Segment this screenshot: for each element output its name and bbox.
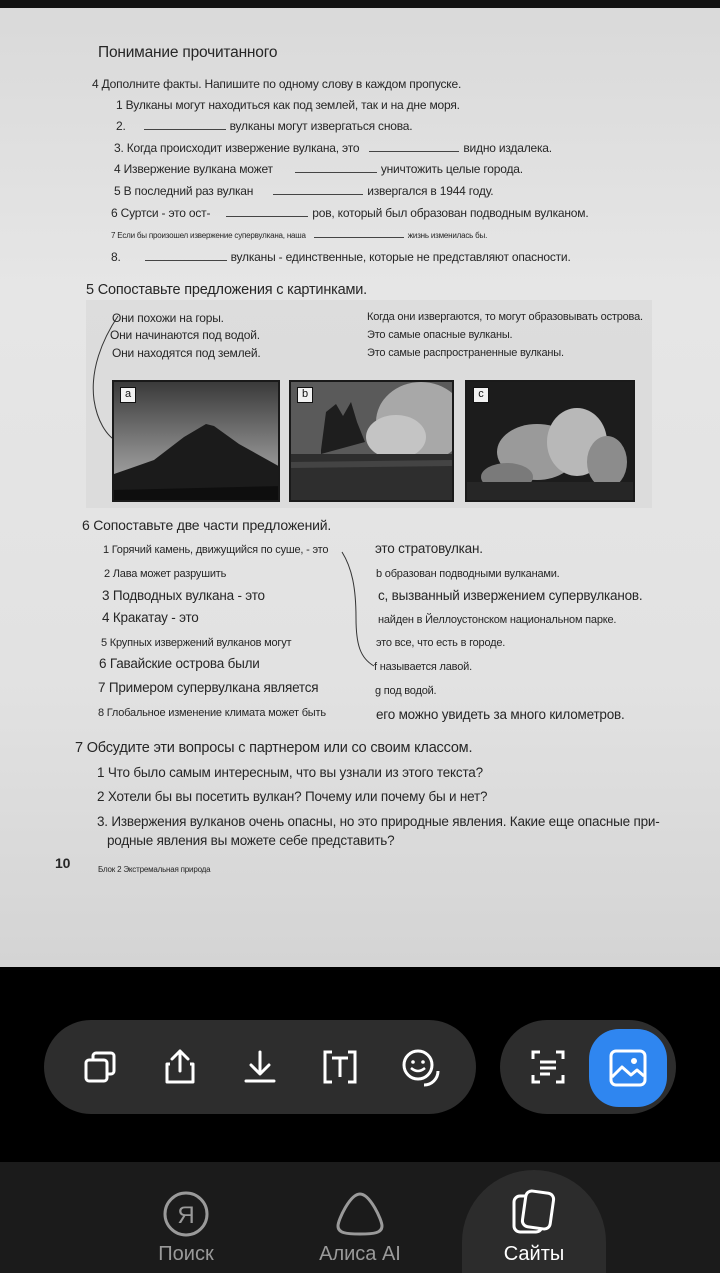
blank-line [295,163,377,173]
ex4-item-6 [111,206,588,220]
blank-line [273,185,363,195]
download-button[interactable] [230,1037,290,1097]
scan-text-icon [528,1047,568,1087]
yandex-logo-icon [162,1190,210,1238]
supervolcano-steam-image [467,382,635,502]
text-recognition-button[interactable] [310,1037,370,1097]
blank-line [226,207,308,217]
ex6-right-f: f называется лавой. [374,661,472,673]
picture-c [465,380,635,502]
ex4-item-3 [114,141,552,155]
blank-line [145,251,227,261]
ex7-question-3: 3. Извержения вулканов очень опасны, но это природные явления. Какие еще опасные при- [97,814,660,829]
ex5-left-2: Они начинаются под водой. [110,328,260,342]
ex4-item-4 [114,162,523,176]
stickers-button[interactable] [390,1037,450,1097]
item-text: вулканы - единственные, которые не представляют опасности. [230,250,571,264]
scan-text-button[interactable] [518,1037,578,1097]
stratovolcano-image [114,382,280,502]
ex6-left-4: 4 Кракатау - это [102,610,199,625]
ex4-item-7 [111,231,487,241]
ex6-right-d: найден в Йеллоустонском национальном парке. [378,614,617,626]
ex5-instruction: 5 Сопоставьте предложения с картинками. [86,282,367,298]
ex4-item-8 [111,250,571,264]
ex7-instruction: 7 Обсудите эти вопросы с партнером или со своим классом. [75,740,473,756]
share-icon [160,1047,200,1087]
image-search-button[interactable] [589,1029,667,1107]
sites-icon [508,1188,560,1240]
nav-alice-label: Алиса AI [319,1243,401,1265]
ex6-left-7: 7 Примером супервулкана является [98,680,319,695]
blank-line [314,231,404,238]
nav-search-label: Поиск [158,1243,214,1265]
ex5-right-2: Это самые опасные вулканы. [367,329,513,341]
image-icon [607,1047,649,1089]
item-text: 7 Если бы произошел извержение супервулкана, наша [111,231,306,240]
picture-b [289,380,454,502]
blank-line [144,120,226,130]
page-number: 10 [55,855,71,871]
nav-alice[interactable] [285,1162,435,1273]
share-button[interactable] [150,1037,210,1097]
ex6-left-1: 1 Горячий камень, движущийся по суше, - это [103,544,329,556]
copy-icon [80,1047,120,1087]
download-icon [240,1047,280,1087]
ex4-instruction: 4 Дополните факты. Напишите по одному слову в каждом пропуске. [92,77,462,91]
nav-search[interactable] [111,1162,261,1273]
item-number: 8. [111,250,121,264]
picture-label: b [297,387,313,403]
nav-sites-label: Сайты [503,1243,565,1265]
ex4-item-2 [116,119,412,133]
svg-text:Я: Я [177,1202,195,1229]
ex7-question-2: 2 Хотели бы вы посетить вулкан? Почему или почему бы и нет? [97,789,488,804]
picture-label: c [473,387,489,403]
ex6-right-e: это все, что есть в городе. [376,637,506,649]
ex6-left-5: 5 Крупных извержений вулканов могут [101,637,292,649]
item-text: 6 Суртси - это ост- [111,206,211,220]
underwater-eruption-image [291,382,454,502]
nav-sites[interactable] [459,1162,609,1273]
item-text: 3. Когда происходит извержение вулкана, это [114,141,360,155]
ex6-instruction: 6 Сопоставьте две части предложений. [82,517,332,533]
ex6-right-a: это стратовулкан. [375,541,483,556]
ex6-right-h: его можно увидеть за много километров. [376,707,625,722]
ex6-left-3: 3 Подводных вулкана - это [102,588,265,603]
handwritten-match-line [334,548,378,672]
ex4-item-5 [114,184,493,198]
ex6-left-6: 6 Гавайские острова были [99,656,260,671]
item-text: 5 В последний раз вулкан [114,184,254,198]
ex6-left-2: 2 Лава может разрушить [104,568,227,580]
ex6-left-8: 8 Глобальное изменение климата может быть [98,707,326,719]
item-text: 4 Извержение вулкана может [114,162,273,176]
picture-a [112,380,280,502]
item-text: ров, который был образован подводным вулканом. [312,206,589,220]
text-recognition-icon [320,1047,360,1087]
ex6-right-c: с, вызванный извержением супервулканов. [378,588,643,603]
ex5-right-1: Когда они извергаются, то могут образовывать острова. [367,311,643,323]
ex5-left-3: Они находятся под землей. [112,346,261,360]
page-footer: Блок 2 Экстремальная природа [98,865,211,874]
ex7-question-1: 1 Что было самым интересным, что вы узнали из этого текста? [97,765,483,780]
copy-button[interactable] [70,1037,130,1097]
ex7-question-3-cont: родные явления вы можете себе представить? [107,833,395,848]
item-text: жизнь изменилась бы. [407,231,488,240]
ex6-right-g: g под водой. [375,685,437,697]
ex5-left-1: Они похожи на горы. [112,311,224,325]
blank-line [369,142,459,152]
stickers-icon [398,1045,442,1089]
item-text: видно издалека. [463,141,552,155]
item-number: 2. [116,119,126,133]
section-title: Понимание прочитанного [98,44,278,61]
item-text: извергался в 1944 году. [367,184,494,198]
item-text: вулканы могут извергаться снова. [229,119,413,133]
item-text: уничтожить целые города. [380,162,523,176]
ex5-right-3: Это самые распространенные вулканы. [367,347,564,359]
picture-label: a [120,387,136,403]
alice-icon [334,1190,386,1238]
ex4-item-1: 1 Вулканы могут находиться как под землей, так и на дне моря. [116,98,460,112]
ex6-right-b: b образован подводными вулканами. [376,568,560,580]
